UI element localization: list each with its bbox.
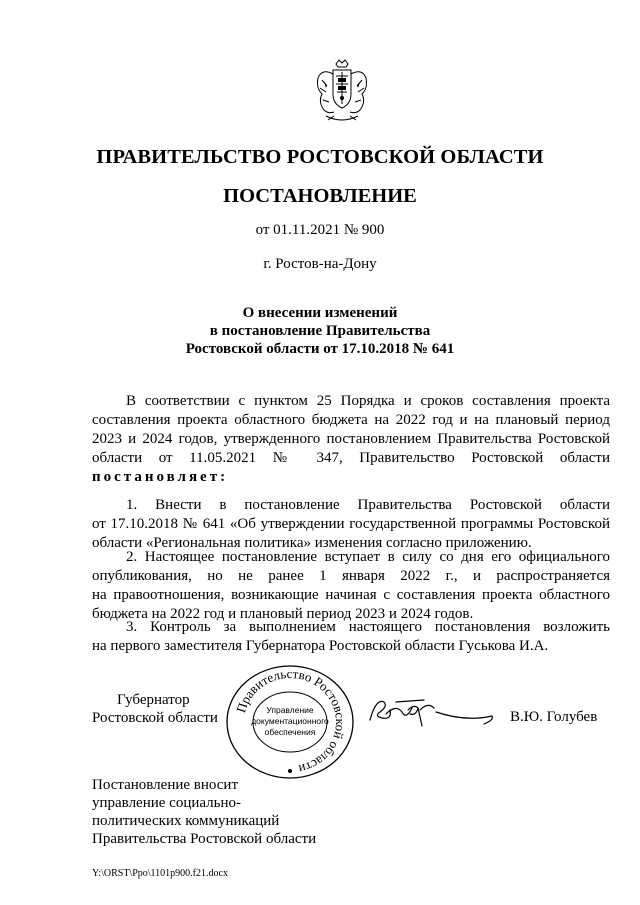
signatory-role: [92, 691, 242, 727]
official-stamp: [223, 663, 357, 781]
contributor-line: Постановление вносит: [92, 777, 239, 793]
item-line: области «Региональная политика» изменения согласно приложению.: [92, 535, 532, 551]
item-line: опубликования, но не ранее 1 января 2022 г., и распространяется: [92, 568, 610, 584]
item-line: на первого заместителя Губернатора Ростовской области Гуськова И.А.: [92, 638, 549, 654]
item-line: на правоотношения, возникающие начиная с составления проекта областного: [92, 587, 610, 603]
document-type: ПОСТАНОВЛЕНИЕ: [223, 185, 417, 207]
contributor-line: политических коммуникаций: [92, 813, 280, 829]
subject-line: в постановление Правительства: [209, 323, 431, 339]
item-line: 3. Контроль за выполнением настоящего постановления возложить: [126, 619, 610, 635]
file-path: Y:\ORST\Ppo\1101p900.f21.docx: [92, 868, 228, 879]
item-2: [92, 548, 610, 624]
item-line: 2. Настоящее постановление вступает в силу со дня его официального: [126, 549, 610, 565]
subject-line: Ростовской области от 17.10.2018 № 641: [185, 341, 455, 357]
contributor-note: [92, 776, 316, 848]
document-city: г. Ростов-на-Дону: [263, 256, 377, 272]
preamble-line: 2023 и 2024 годов, утвержденного постановлением Правительства Ростовской: [92, 431, 610, 447]
coat-of-arms-icon: [314, 58, 370, 126]
resolves-word: постановляет:: [92, 469, 229, 485]
item-line: от 17.10.2018 № 641 «Об утверждении государственной программы Ростовской: [92, 516, 610, 532]
document-subject: [0, 304, 640, 358]
signatory-role-line: Губернатор: [117, 692, 190, 708]
contributor-line: управление социально-: [92, 795, 242, 811]
stamp-inner-line: документационного: [251, 716, 329, 726]
subject-line: О внесении изменений: [242, 305, 398, 321]
preamble: [92, 392, 610, 487]
item-3: [92, 618, 610, 656]
handwritten-signature: [366, 690, 496, 730]
preamble-line: области от 11.05.2021 № 347, Правительство Ростовской области: [92, 450, 610, 466]
document-date-number: от 01.11.2021 № 900: [255, 222, 385, 238]
government-name: ПРАВИТЕЛЬСТВО РОСТОВСКОЙ ОБЛАСТИ: [96, 146, 544, 168]
item-1: [92, 496, 610, 553]
signatory-name: В.Ю. Голубев: [510, 709, 598, 725]
signatory-role-line: Ростовской области: [92, 710, 218, 726]
item-line: 1. Внести в постановление Правительства Ростовской области: [126, 497, 610, 513]
stamp-inner-line: Управление: [266, 705, 314, 715]
stamp-inner-line: обеспечения: [264, 727, 316, 737]
stamp-ring-text: Правительство Ростовской области: [233, 665, 349, 778]
preamble-line: составления проекта областного бюджета на 2022 год и на плановый период: [92, 412, 610, 428]
preamble-line: В соответствии с пунктом 25 Порядка и сроков составления проекта: [126, 393, 610, 409]
contributor-line: Правительства Ростовской области: [92, 831, 317, 847]
item-line: бюджета на 2022 год и плановый период 2023 и 2024 годов.: [92, 606, 474, 622]
